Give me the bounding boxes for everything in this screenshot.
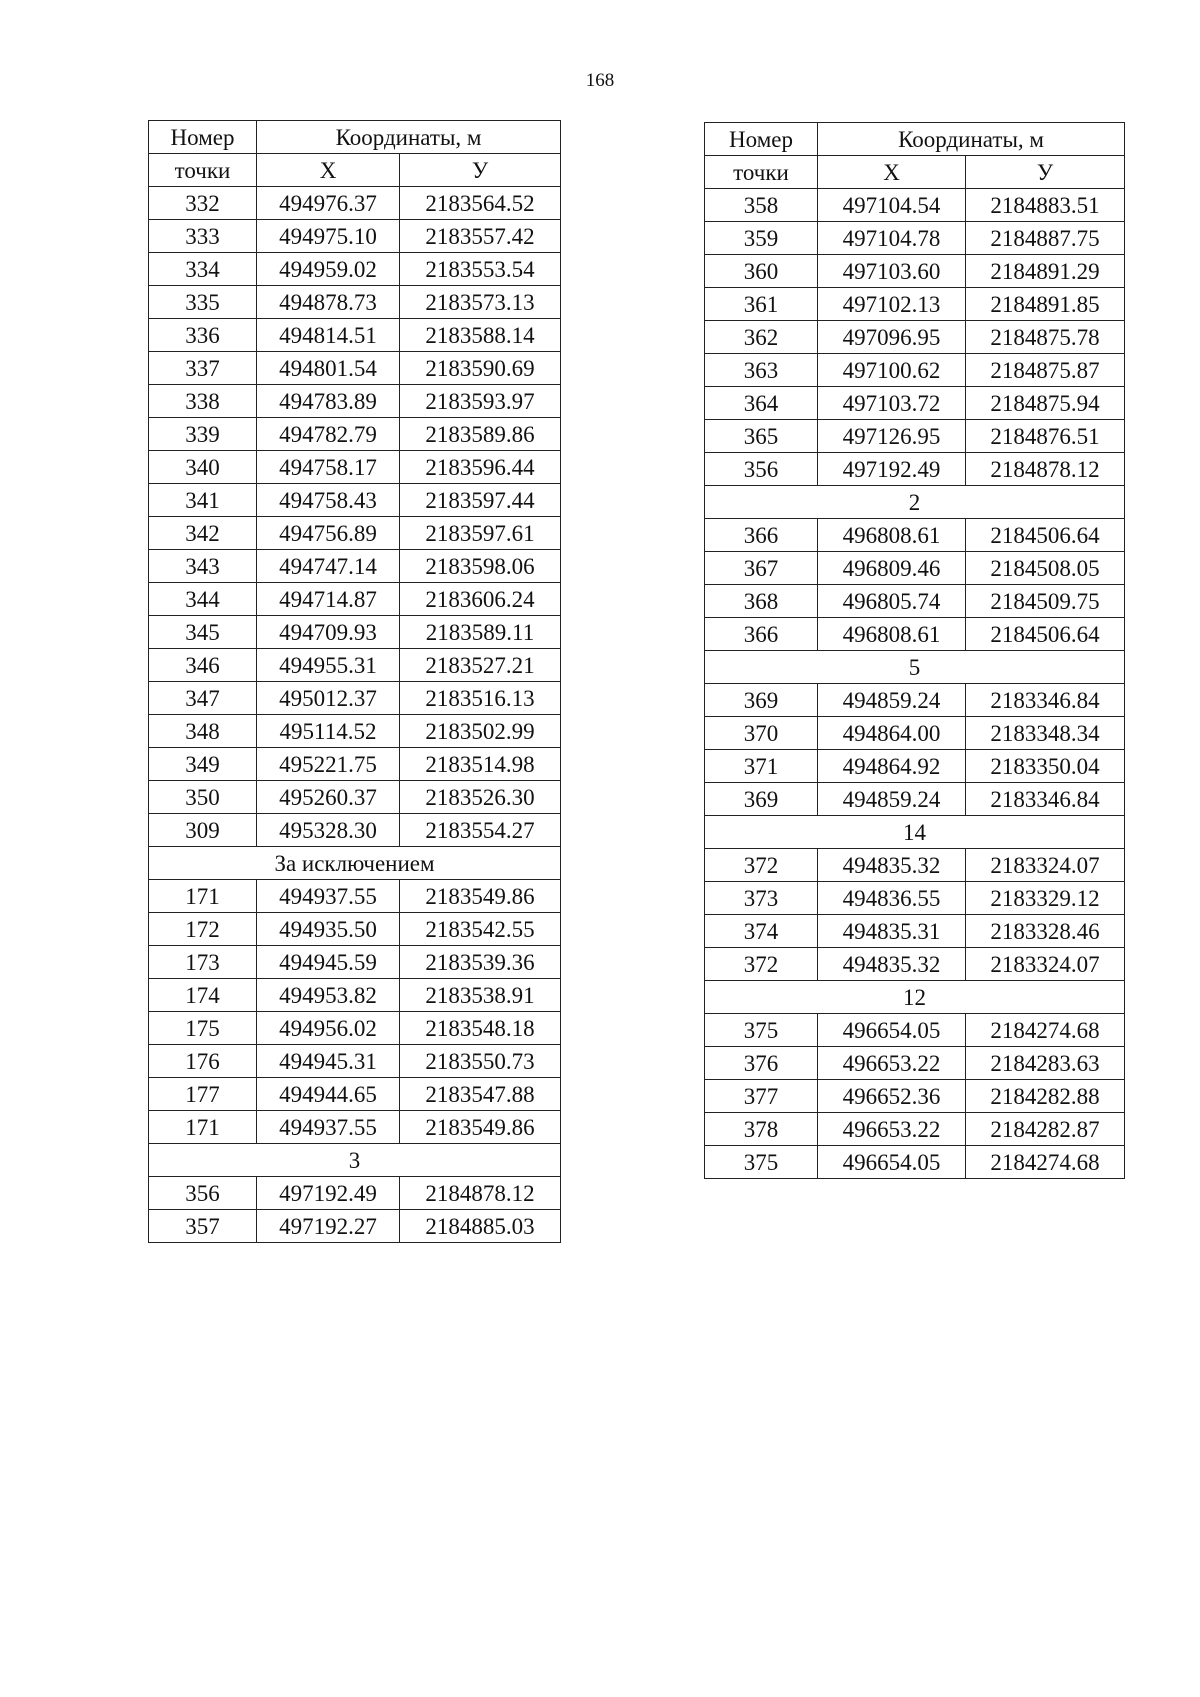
- x-coordinate-cell: 497104.54: [818, 189, 966, 222]
- point-number-header-line2: точки: [705, 156, 818, 189]
- coordinates-header: Координаты, м: [257, 121, 561, 154]
- table-row: [705, 585, 1125, 618]
- table-row: [149, 649, 561, 682]
- point-number-cell: 374: [705, 915, 818, 948]
- y-coordinate-cell: 2184885.03: [400, 1210, 561, 1243]
- table-row: [149, 1078, 561, 1111]
- table-row: [149, 484, 561, 517]
- point-number-cell: 171: [149, 1111, 257, 1144]
- y-coordinate-cell: 2183590.69: [400, 352, 561, 385]
- point-number-cell: 172: [149, 913, 257, 946]
- x-coordinate-cell: 497100.62: [818, 354, 966, 387]
- x-coordinate-cell: 496652.36: [818, 1080, 966, 1113]
- x-coordinate-cell: 494878.73: [257, 286, 400, 319]
- y-coordinate-cell: 2183606.24: [400, 583, 561, 616]
- y-coordinate-cell: 2183564.52: [400, 187, 561, 220]
- x-coordinate-cell: 496809.46: [818, 552, 966, 585]
- table-row: [149, 1111, 561, 1144]
- table-row: [149, 517, 561, 550]
- section-label: 5: [705, 651, 1125, 684]
- table-row: [705, 882, 1125, 915]
- point-number-cell: 376: [705, 1047, 818, 1080]
- point-number-cell: 359: [705, 222, 818, 255]
- point-number-cell: 350: [149, 781, 257, 814]
- x-coordinate-cell: 497104.78: [818, 222, 966, 255]
- y-coordinate-cell: 2184876.51: [966, 420, 1125, 453]
- table-row: [705, 420, 1125, 453]
- x-coordinate-cell: 494783.89: [257, 385, 400, 418]
- table-row: [149, 418, 561, 451]
- table-row: [149, 319, 561, 352]
- table-row: [705, 552, 1125, 585]
- table-row: [149, 253, 561, 286]
- table-row: [705, 717, 1125, 750]
- table-row: [705, 684, 1125, 717]
- point-number-cell: 369: [705, 783, 818, 816]
- table-row: [705, 915, 1125, 948]
- x-coordinate-cell: 494782.79: [257, 418, 400, 451]
- table-row: [149, 385, 561, 418]
- x-coordinate-cell: 494944.65: [257, 1078, 400, 1111]
- y-coordinate-cell: 2183573.13: [400, 286, 561, 319]
- x-coordinate-cell: 496653.22: [818, 1047, 966, 1080]
- y-coordinate-cell: 2183588.14: [400, 319, 561, 352]
- y-coordinate-cell: 2183516.13: [400, 682, 561, 715]
- point-number-cell: 347: [149, 682, 257, 715]
- y-coordinate-cell: 2183526.30: [400, 781, 561, 814]
- table-row: [705, 1014, 1125, 1047]
- table-row: [149, 913, 561, 946]
- table-row: [149, 748, 561, 781]
- y-coordinate-cell: 2184887.75: [966, 222, 1125, 255]
- x-coordinate-cell: 494758.43: [257, 484, 400, 517]
- x-coordinate-cell: 494937.55: [257, 880, 400, 913]
- x-coordinate-cell: 494935.50: [257, 913, 400, 946]
- table-row: [705, 618, 1125, 651]
- x-coordinate-cell: 494756.89: [257, 517, 400, 550]
- point-number-cell: 364: [705, 387, 818, 420]
- point-number-cell: 363: [705, 354, 818, 387]
- point-number-cell: 373: [705, 882, 818, 915]
- x-coordinate-cell: 495012.37: [257, 682, 400, 715]
- table-row: [705, 849, 1125, 882]
- y-coordinate-cell: 2184878.12: [966, 453, 1125, 486]
- table-row: [705, 948, 1125, 981]
- x-coordinate-cell: 494975.10: [257, 220, 400, 253]
- section-label: 3: [149, 1144, 561, 1177]
- x-coordinate-cell: 497096.95: [818, 321, 966, 354]
- table-row: [705, 255, 1125, 288]
- x-coordinate-cell: 494835.31: [818, 915, 966, 948]
- y-coordinate-cell: 2183589.86: [400, 418, 561, 451]
- table-row: [149, 1045, 561, 1078]
- point-number-cell: 365: [705, 420, 818, 453]
- point-number-cell: 356: [149, 1177, 257, 1210]
- x-coordinate-cell: 496808.61: [818, 519, 966, 552]
- point-number-cell: 375: [705, 1146, 818, 1179]
- point-number-cell: 339: [149, 418, 257, 451]
- table-row: [705, 1113, 1125, 1146]
- table-row: [149, 1177, 561, 1210]
- point-number-cell: 372: [705, 948, 818, 981]
- header-row-2: [705, 156, 1125, 189]
- x-coordinate-cell: 494945.31: [257, 1045, 400, 1078]
- table-row: [705, 519, 1125, 552]
- y-coordinate-cell: 2183527.21: [400, 649, 561, 682]
- table-row: [705, 1080, 1125, 1113]
- table-row: [149, 1012, 561, 1045]
- x-coordinate-cell: 496805.74: [818, 585, 966, 618]
- point-number-cell: 335: [149, 286, 257, 319]
- table-row: [149, 550, 561, 583]
- x-coordinate-cell: 494801.54: [257, 352, 400, 385]
- y-coordinate-cell: 2184508.05: [966, 552, 1125, 585]
- point-number-cell: 333: [149, 220, 257, 253]
- y-coordinate-cell: 2183596.44: [400, 451, 561, 484]
- x-coordinate-cell: 496808.61: [818, 618, 966, 651]
- x-coordinate-cell: 494814.51: [257, 319, 400, 352]
- x-coordinate-cell: 494747.14: [257, 550, 400, 583]
- point-number-cell: 338: [149, 385, 257, 418]
- y-coordinate-cell: 2183514.98: [400, 748, 561, 781]
- x-coordinate-cell: 494864.92: [818, 750, 966, 783]
- table-row: [705, 189, 1125, 222]
- point-number-cell: 370: [705, 717, 818, 750]
- section-separator-row: [705, 981, 1125, 1014]
- x-coordinate-cell: 494937.55: [257, 1111, 400, 1144]
- x-coordinate-cell: 494758.17: [257, 451, 400, 484]
- table-row: [149, 781, 561, 814]
- table-row: [705, 354, 1125, 387]
- point-number-cell: 175: [149, 1012, 257, 1045]
- y-coordinate-cell: 2183597.61: [400, 517, 561, 550]
- header-row-1: [705, 123, 1125, 156]
- point-number-cell: 375: [705, 1014, 818, 1047]
- y-coordinate-cell: 2183598.06: [400, 550, 561, 583]
- y-coordinate-cell: 2184875.78: [966, 321, 1125, 354]
- table-row: [149, 220, 561, 253]
- x-coordinate-cell: 494956.02: [257, 1012, 400, 1045]
- table-row: [149, 682, 561, 715]
- x-coordinate-cell: 494835.32: [818, 948, 966, 981]
- point-number-cell: 349: [149, 748, 257, 781]
- y-column-header: У: [966, 156, 1125, 189]
- x-coordinate-cell: 497103.72: [818, 387, 966, 420]
- section-separator-row: [149, 1144, 561, 1177]
- y-coordinate-cell: 2184875.94: [966, 387, 1125, 420]
- point-number-cell: 367: [705, 552, 818, 585]
- page-number: 168: [585, 70, 615, 91]
- y-coordinate-cell: 2184274.68: [966, 1014, 1125, 1047]
- table-row: [149, 946, 561, 979]
- x-coordinate-cell: 496654.05: [818, 1146, 966, 1179]
- point-number-cell: 340: [149, 451, 257, 484]
- point-number-cell: 360: [705, 255, 818, 288]
- section-label: 2: [705, 486, 1125, 519]
- x-column-header: Х: [257, 154, 400, 187]
- y-coordinate-cell: 2183554.27: [400, 814, 561, 847]
- coordinates-table-left: [148, 120, 561, 1243]
- y-coordinate-cell: 2183550.73: [400, 1045, 561, 1078]
- point-number-cell: 177: [149, 1078, 257, 1111]
- point-number-cell: 176: [149, 1045, 257, 1078]
- y-coordinate-cell: 2184883.51: [966, 189, 1125, 222]
- table-row: [705, 387, 1125, 420]
- x-coordinate-cell: 497126.95: [818, 420, 966, 453]
- y-coordinate-cell: 2183346.84: [966, 684, 1125, 717]
- point-number-cell: 309: [149, 814, 257, 847]
- point-number-cell: 341: [149, 484, 257, 517]
- section-separator-row: [705, 486, 1125, 519]
- y-coordinate-cell: 2184891.29: [966, 255, 1125, 288]
- x-coordinate-cell: 496654.05: [818, 1014, 966, 1047]
- section-separator-row: [149, 847, 561, 880]
- x-coordinate-cell: 495114.52: [257, 715, 400, 748]
- y-coordinate-cell: 2183597.44: [400, 484, 561, 517]
- x-coordinate-cell: 495221.75: [257, 748, 400, 781]
- x-coordinate-cell: 495328.30: [257, 814, 400, 847]
- x-column-header: Х: [818, 156, 966, 189]
- table-row: [705, 783, 1125, 816]
- table-row: [705, 321, 1125, 354]
- point-number-cell: 377: [705, 1080, 818, 1113]
- x-coordinate-cell: 494945.59: [257, 946, 400, 979]
- point-number-cell: 345: [149, 616, 257, 649]
- y-column-header: У: [400, 154, 561, 187]
- point-number-cell: 372: [705, 849, 818, 882]
- y-coordinate-cell: 2183547.88: [400, 1078, 561, 1111]
- y-coordinate-cell: 2184282.88: [966, 1080, 1125, 1113]
- table-row: [149, 814, 561, 847]
- point-number-cell: 366: [705, 618, 818, 651]
- table-row: [149, 616, 561, 649]
- point-number-cell: 174: [149, 979, 257, 1012]
- y-coordinate-cell: 2183324.07: [966, 849, 1125, 882]
- coordinates-header: Координаты, м: [818, 123, 1125, 156]
- y-coordinate-cell: 2184274.68: [966, 1146, 1125, 1179]
- point-number-cell: 369: [705, 684, 818, 717]
- y-coordinate-cell: 2183348.34: [966, 717, 1125, 750]
- point-number-cell: 342: [149, 517, 257, 550]
- y-coordinate-cell: 2183329.12: [966, 882, 1125, 915]
- y-coordinate-cell: 2183324.07: [966, 948, 1125, 981]
- x-coordinate-cell: 495260.37: [257, 781, 400, 814]
- x-coordinate-cell: 497102.13: [818, 288, 966, 321]
- point-number-cell: 332: [149, 187, 257, 220]
- section-label: 12: [705, 981, 1125, 1014]
- point-number-cell: 343: [149, 550, 257, 583]
- point-number-cell: 357: [149, 1210, 257, 1243]
- table-row: [705, 750, 1125, 783]
- point-number-cell: 361: [705, 288, 818, 321]
- section-label: 14: [705, 816, 1125, 849]
- y-coordinate-cell: 2183553.54: [400, 253, 561, 286]
- point-number-cell: 368: [705, 585, 818, 618]
- x-coordinate-cell: 494953.82: [257, 979, 400, 1012]
- y-coordinate-cell: 2183542.55: [400, 913, 561, 946]
- y-coordinate-cell: 2183548.18: [400, 1012, 561, 1045]
- point-number-header-line2: точки: [149, 154, 257, 187]
- y-coordinate-cell: 2183549.86: [400, 1111, 561, 1144]
- x-coordinate-cell: 497192.49: [257, 1177, 400, 1210]
- table-row: [149, 1210, 561, 1243]
- x-coordinate-cell: 494955.31: [257, 649, 400, 682]
- point-number-cell: 346: [149, 649, 257, 682]
- y-coordinate-cell: 2184891.85: [966, 288, 1125, 321]
- point-number-cell: 366: [705, 519, 818, 552]
- x-coordinate-cell: 497192.27: [257, 1210, 400, 1243]
- y-coordinate-cell: 2183346.84: [966, 783, 1125, 816]
- point-number-cell: 336: [149, 319, 257, 352]
- y-coordinate-cell: 2184509.75: [966, 585, 1125, 618]
- table-row: [149, 583, 561, 616]
- x-coordinate-cell: 497192.49: [818, 453, 966, 486]
- point-number-cell: 344: [149, 583, 257, 616]
- coordinates-body-left: [149, 187, 561, 1243]
- section-separator-row: [705, 651, 1125, 684]
- point-number-cell: 334: [149, 253, 257, 286]
- table-row: [149, 451, 561, 484]
- table-row: [149, 715, 561, 748]
- table-row: [705, 1047, 1125, 1080]
- y-coordinate-cell: 2184283.63: [966, 1047, 1125, 1080]
- point-number-cell: 378: [705, 1113, 818, 1146]
- y-coordinate-cell: 2183539.36: [400, 946, 561, 979]
- x-coordinate-cell: 494959.02: [257, 253, 400, 286]
- header-row-1: [149, 121, 561, 154]
- point-number-cell: 173: [149, 946, 257, 979]
- y-coordinate-cell: 2183589.11: [400, 616, 561, 649]
- x-coordinate-cell: 494836.55: [818, 882, 966, 915]
- point-number-cell: 348: [149, 715, 257, 748]
- table-row: [705, 222, 1125, 255]
- y-coordinate-cell: 2183557.42: [400, 220, 561, 253]
- y-coordinate-cell: 2183502.99: [400, 715, 561, 748]
- point-number-cell: 358: [705, 189, 818, 222]
- table-row: [705, 1146, 1125, 1179]
- y-coordinate-cell: 2184282.87: [966, 1113, 1125, 1146]
- x-coordinate-cell: 494709.93: [257, 616, 400, 649]
- table-row: [149, 352, 561, 385]
- table-row: [705, 453, 1125, 486]
- section-separator-row: [705, 816, 1125, 849]
- y-coordinate-cell: 2183328.46: [966, 915, 1125, 948]
- y-coordinate-cell: 2183538.91: [400, 979, 561, 1012]
- x-coordinate-cell: 494864.00: [818, 717, 966, 750]
- table-row: [149, 979, 561, 1012]
- section-label: За исключением: [149, 847, 561, 880]
- x-coordinate-cell: 496653.22: [818, 1113, 966, 1146]
- y-coordinate-cell: 2184506.64: [966, 618, 1125, 651]
- point-number-cell: 371: [705, 750, 818, 783]
- point-number-cell: 171: [149, 880, 257, 913]
- header-row-2: [149, 154, 561, 187]
- point-number-header: Номер: [149, 121, 257, 154]
- y-coordinate-cell: 2184506.64: [966, 519, 1125, 552]
- x-coordinate-cell: 494835.32: [818, 849, 966, 882]
- point-number-cell: 337: [149, 352, 257, 385]
- x-coordinate-cell: 494859.24: [818, 684, 966, 717]
- x-coordinate-cell: 494714.87: [257, 583, 400, 616]
- x-coordinate-cell: 497103.60: [818, 255, 966, 288]
- x-coordinate-cell: 494976.37: [257, 187, 400, 220]
- y-coordinate-cell: 2183350.04: [966, 750, 1125, 783]
- y-coordinate-cell: 2184875.87: [966, 354, 1125, 387]
- y-coordinate-cell: 2183549.86: [400, 880, 561, 913]
- point-number-header: Номер: [705, 123, 818, 156]
- y-coordinate-cell: 2183593.97: [400, 385, 561, 418]
- y-coordinate-cell: 2184878.12: [400, 1177, 561, 1210]
- table-row: [705, 288, 1125, 321]
- table-row: [149, 187, 561, 220]
- x-coordinate-cell: 494859.24: [818, 783, 966, 816]
- point-number-cell: 362: [705, 321, 818, 354]
- table-row: [149, 286, 561, 319]
- table-row: [149, 880, 561, 913]
- point-number-cell: 356: [705, 453, 818, 486]
- coordinates-body-right: [705, 189, 1125, 1179]
- coordinates-table-right: [704, 122, 1125, 1179]
